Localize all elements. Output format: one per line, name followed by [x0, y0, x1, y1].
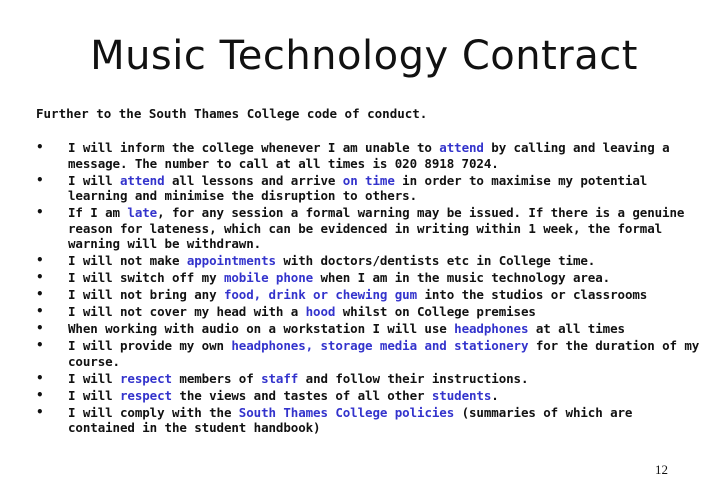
rule-text: members of [171, 370, 262, 386]
highlighted-keyword: appointments [186, 253, 276, 268]
rule-text: (summaries of which are contained in the student handbook) [68, 404, 633, 435]
highlighted-keyword: mobile phone [223, 270, 314, 285]
bullet-icon: • [36, 321, 44, 335]
highlighted-keyword: headphones, storage media and stationery [231, 338, 529, 353]
highlighted-keyword: headphones [454, 321, 529, 336]
bullet-icon: • [36, 253, 44, 267]
rule-text: I will [68, 387, 120, 403]
bullet-icon: • [36, 270, 44, 284]
highlighted-keyword: attend [119, 172, 165, 188]
rule-item [36, 270, 706, 286]
rule-item [36, 173, 706, 204]
bullet-icon: • [36, 338, 44, 352]
bullet-icon: • [36, 172, 44, 187]
highlighted-keyword: hood [305, 304, 336, 319]
rule-item [36, 405, 706, 436]
intro-text: Further to the South Thames College code of conduct. [36, 106, 428, 121]
rule-text: If I am [68, 205, 128, 220]
bullet-icon: • [36, 370, 44, 385]
highlighted-keyword: food, drink or chewing gum [223, 287, 418, 302]
rule-text: and follow their instructions. [298, 370, 529, 386]
rule-text: I will not cover my head with a [68, 304, 306, 319]
rule-item [36, 253, 706, 269]
highlighted-keyword: students [431, 387, 492, 403]
rule-item [36, 205, 706, 252]
rule-item [36, 287, 706, 303]
rule-text: I will [68, 370, 120, 386]
rule-text: I will not make [68, 253, 187, 268]
bullet-icon: • [36, 205, 44, 219]
rule-item [36, 388, 706, 404]
rule-text: all lessons and arrive [164, 172, 343, 188]
rule-text: . [491, 387, 499, 403]
highlighted-keyword: respect [119, 387, 172, 403]
highlighted-keyword: late [127, 205, 158, 220]
rule-text: with doctors/dentists etc in College time. [275, 253, 596, 268]
rule-text: for the duration of my course. [68, 338, 700, 369]
highlighted-keyword: attend [439, 140, 484, 155]
bullet-icon: • [36, 387, 44, 402]
highlighted-keyword: South Thames College policies [238, 404, 455, 420]
slide-title: Music Technology Contract [90, 33, 638, 79]
rule-item [36, 321, 706, 337]
rule-item [36, 338, 706, 369]
rule-text: I will [68, 172, 120, 188]
page-number: 12 [655, 462, 668, 477]
rule-text: When working with audio on a workstation I will use [68, 321, 455, 336]
bullet-icon: • [36, 304, 44, 318]
rule-text: I will not bring any [68, 287, 224, 302]
rule-text: I will provide my own [68, 338, 232, 353]
rule-text: in order to maximise my potential learning and minimise the disruption to others. [68, 172, 648, 203]
rule-text: by calling and leaving a message. The number to call at all times is 020 8918 7024. [68, 140, 670, 171]
rule-text: whilst on College premises [335, 304, 536, 319]
rules-list [36, 140, 706, 437]
rule-text: when I am in the music technology area. [313, 270, 611, 285]
rule-text: at all times [528, 321, 625, 336]
rule-text: I will switch off my [68, 270, 224, 285]
rule-text: into the studios or classrooms [417, 287, 648, 302]
rule-text: I will inform the college whenever I am unable to [68, 140, 440, 155]
bullet-icon: • [36, 140, 44, 154]
rule-item [36, 371, 706, 387]
rule-item [36, 304, 706, 320]
highlighted-keyword: respect [119, 370, 172, 386]
rule-item [36, 140, 706, 171]
rule-text: I will comply with the [68, 404, 239, 420]
highlighted-keyword: on time [342, 172, 395, 188]
rule-text: , for any session a formal warning may be issued. If there is a genuine reason for lateness, which can be evidenced in writing within 1 week, the formal warning will be withdrawn. [68, 205, 685, 251]
bullet-icon: • [36, 287, 44, 301]
rule-text: the views and tastes of all other [171, 387, 432, 403]
highlighted-keyword: staff [261, 370, 299, 386]
bullet-icon: • [36, 404, 44, 419]
